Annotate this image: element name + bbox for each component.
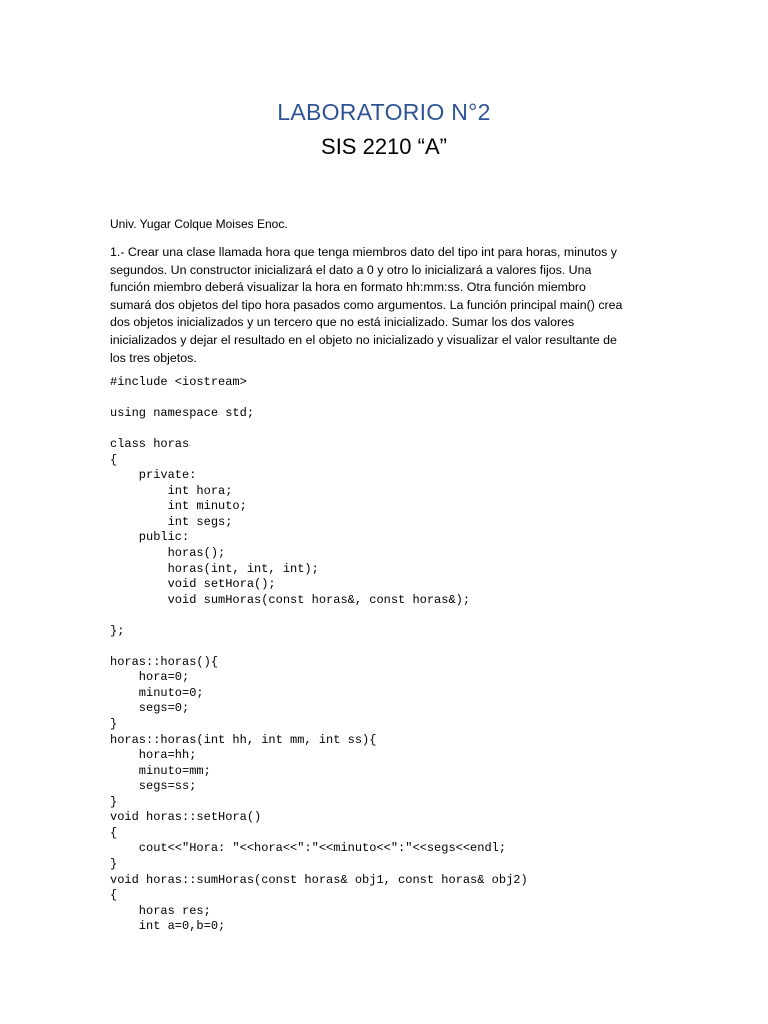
code-line: horas res; — [110, 903, 211, 918]
code-line: horas(int, int, int); — [110, 561, 319, 576]
code-line: minuto=0; — [110, 685, 204, 700]
code-line: minuto=mm; — [110, 763, 211, 778]
code-listing — [110, 375, 528, 935]
exercise-line: dos objetos inicializados y un tercero que no está inicializado. Sumar los dos valores — [110, 315, 575, 330]
code-line — [110, 639, 528, 655]
course-code: SIS 2210 “A” — [321, 134, 447, 159]
code-line: hora=0; — [110, 670, 190, 685]
code-line: horas::horas(){ — [110, 654, 219, 669]
code-line: public: — [110, 530, 190, 545]
exercise-line: los tres objetos. — [110, 350, 197, 365]
code-line: void sumHoras(const horas&, const horas&); — [110, 592, 471, 607]
code-line: cout<<"Hora: "<<hora<<":"<<minuto<<":"<<segs<<endl; — [110, 841, 507, 856]
code-line: using namespace std; — [110, 406, 255, 421]
code-line: }; — [110, 623, 125, 638]
author-name: Univ. Yugar Colque Moises Enoc. — [110, 217, 288, 231]
code-line: { — [110, 825, 118, 840]
exercise-line: segundos. Un constructor inicializará el dato a 0 y otro lo inicializará a valores fijos. Una — [110, 262, 592, 277]
code-line: } — [110, 856, 118, 871]
code-line: int segs; — [110, 514, 233, 529]
code-line: int a=0,b=0; — [110, 919, 226, 934]
code-line: segs=0; — [110, 701, 190, 716]
code-line: { — [110, 452, 118, 467]
code-line: void setHora(); — [110, 577, 276, 592]
code-line: } — [110, 717, 118, 732]
exercise-line: función miembro deberá visualizar la hora en formato hh:mm:ss. Otra función miembro — [110, 280, 586, 295]
exercise-line: sumará dos objetos del tipo hora pasados como argumentos. La función principal main() crea — [110, 297, 623, 312]
code-line: private: — [110, 468, 197, 483]
document-title: LABORATORIO N°2 — [277, 99, 491, 125]
code-line: void horas::setHora() — [110, 810, 262, 825]
code-line — [110, 608, 528, 624]
code-line: int hora; — [110, 483, 233, 498]
code-line: segs=ss; — [110, 779, 197, 794]
exercise-line: 1.- Crear una clase llamada hora que tenga miembros dato del tipo int para horas, minutos y — [110, 245, 617, 259]
code-line — [110, 422, 528, 438]
code-line: class horas — [110, 437, 190, 452]
exercise-statement — [110, 244, 655, 367]
exercise-line: inicializados y dejar el resultado en el objeto no inicializado y visualizar el valor resultante de — [110, 332, 617, 347]
code-line: #include <iostream> — [110, 375, 247, 389]
code-line: horas::horas(int hh, int mm, int ss){ — [110, 732, 377, 747]
code-line: horas(); — [110, 546, 226, 561]
code-line — [110, 391, 528, 407]
code-line: void horas::sumHoras(const horas& obj1, const horas& obj2) — [110, 872, 528, 887]
code-line: hora=hh; — [110, 748, 197, 763]
code-line: int minuto; — [110, 499, 247, 514]
code-line: { — [110, 888, 118, 903]
code-line: } — [110, 794, 118, 809]
